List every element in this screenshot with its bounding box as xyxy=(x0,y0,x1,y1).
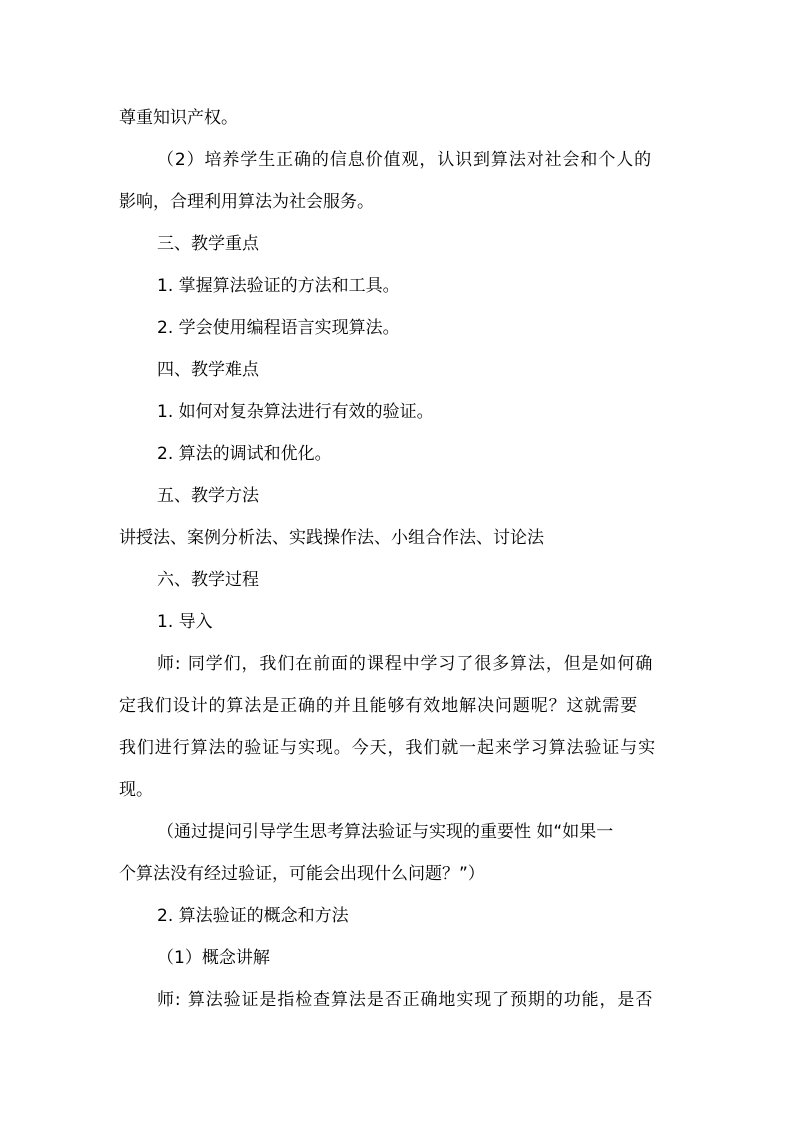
text-line: （通过提问引导学生思考算法验证与实现的重要性 如“如果一 xyxy=(157,822,614,842)
list-item: 1. 掌握算法验证的方法和工具。 xyxy=(157,276,400,296)
text-line: 师: 算法验证是指检查算法是否正确地实现了预期的功能，是否 xyxy=(157,990,654,1010)
list-item: 1. 如何对复杂算法进行有效的验证。 xyxy=(157,402,434,422)
list-item: 2. 算法验证的概念和方法 xyxy=(157,906,349,926)
text-line: 现。 xyxy=(119,780,153,800)
section-heading: 五、教学方法 xyxy=(157,486,259,506)
section-heading: 六、教学过程 xyxy=(157,570,259,590)
text-line: （2）培养学生正确的信息价值观，认识到算法对社会和个人的 xyxy=(157,150,653,170)
text-line: 尊重知识产权。 xyxy=(119,108,238,128)
text-line: 我们进行算法的验证与实现。今天，我们就一起来学习算法验证与实 xyxy=(119,738,656,758)
section-heading: 四、教学难点 xyxy=(157,360,259,380)
sub-heading: （1）概念讲解 xyxy=(157,948,270,968)
text-line: 讲授法、案例分析法、实践操作法、小组合作法、讨论法 xyxy=(119,528,544,548)
list-item: 1. 导入 xyxy=(157,612,213,632)
text-line: 个算法没有经过验证，可能会出现什么问题？”） xyxy=(119,864,485,884)
list-item: 2. 算法的调试和优化。 xyxy=(157,444,332,464)
text-line: 师: 同学们，我们在前面的课程中学习了很多算法，但是如何确 xyxy=(157,654,654,674)
text-line: 定我们设计的算法是正确的并且能够有效地解决问题呢？这就需要 xyxy=(119,696,639,716)
section-heading: 三、教学重点 xyxy=(157,234,259,254)
list-item: 2. 学会使用编程语言实现算法。 xyxy=(157,318,400,338)
text-line: 影响，合理利用算法为社会服务。 xyxy=(119,192,374,212)
